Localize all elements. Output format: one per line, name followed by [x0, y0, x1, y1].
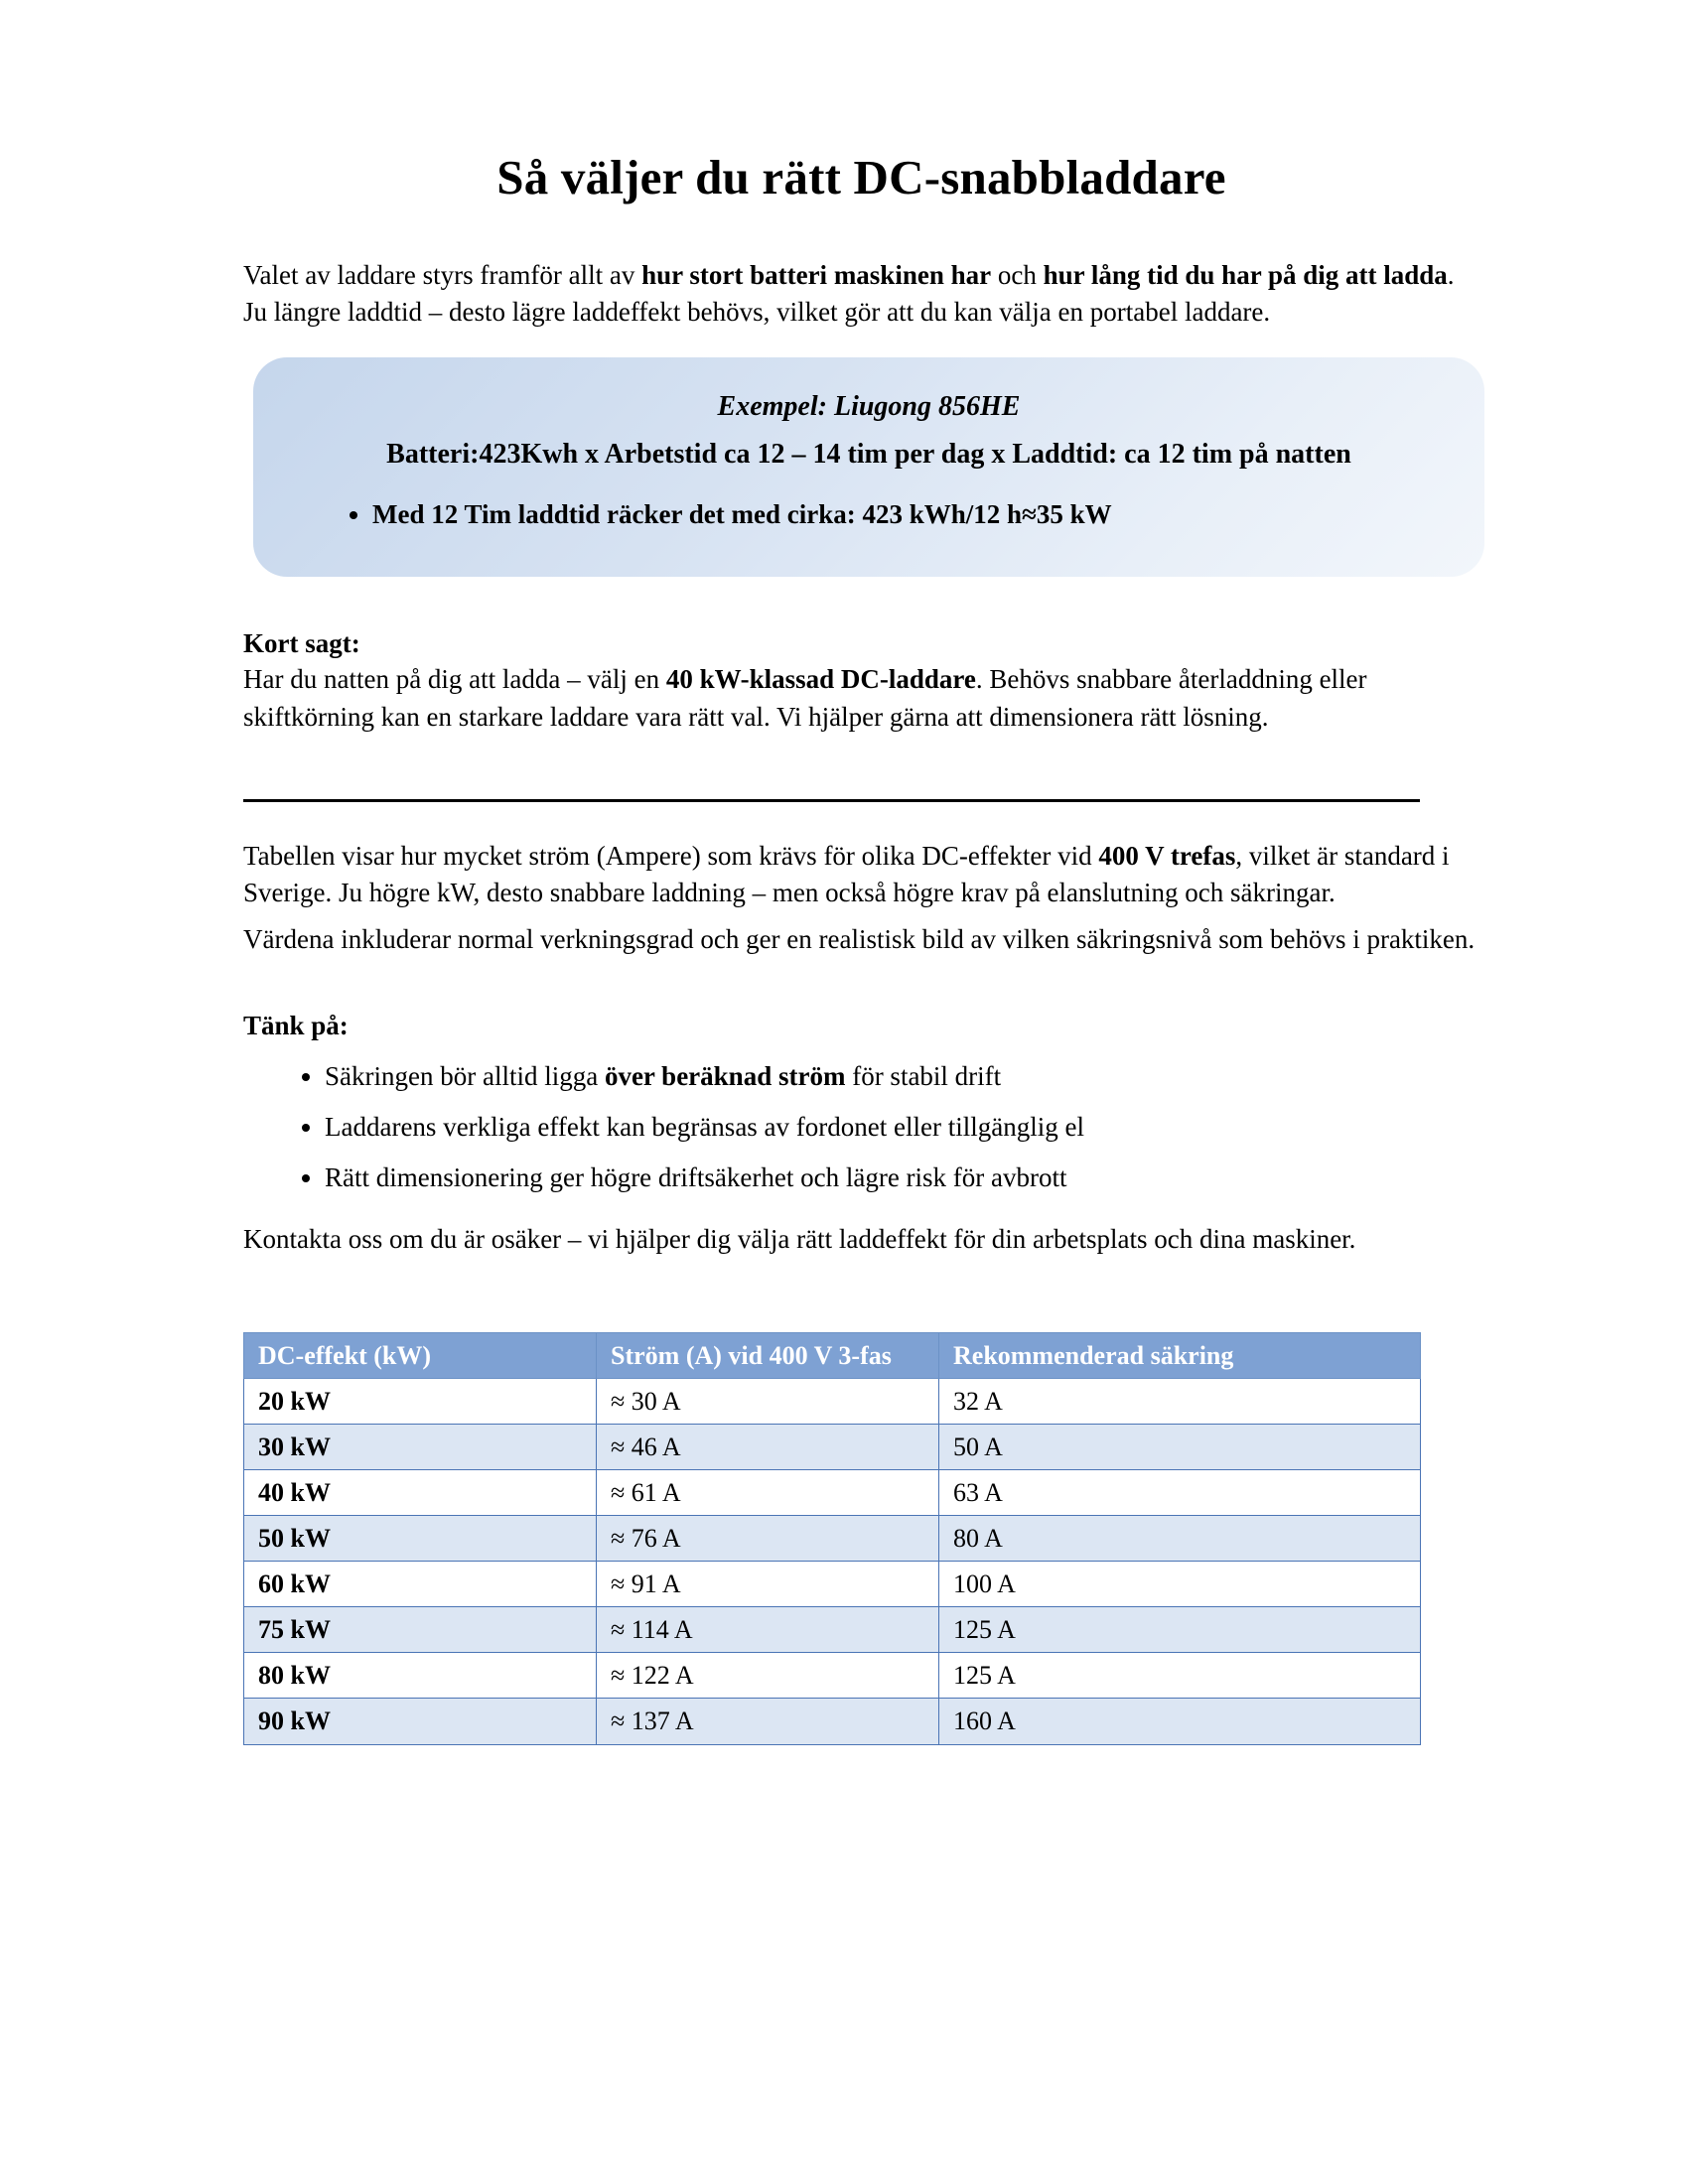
intro-text-1: Valet av laddare styrs framför allt av [243, 260, 642, 290]
contact-paragraph: Kontakta oss om du är osäker – vi hjälper dig välja rätt laddeffekt för din arbetsplats och dina maskiner. [243, 1224, 1356, 1255]
cell-current: ≈ 91 A [597, 1562, 939, 1607]
table-body [244, 1378, 1421, 1744]
intro-paragraph [243, 257, 1479, 332]
intro-bold-2: hur lång tid du har på dig att ladda [1043, 260, 1448, 290]
table-row [244, 1469, 1421, 1515]
table-row [244, 1562, 1421, 1607]
table-intro-text-2: , vilket är standard i Sverige. Ju högre kW, desto snabbare laddning – men också högre krav på elanslutning och säkringar. [243, 840, 1450, 908]
cell-fuse: 100 A [939, 1562, 1421, 1607]
cell-current: ≈ 46 A [597, 1424, 939, 1469]
cell-power: 50 kW [244, 1516, 597, 1562]
cell-power: 20 kW [244, 1378, 597, 1424]
example-callout-box [253, 357, 1484, 578]
cell-power: 90 kW [244, 1699, 597, 1744]
short-bold-1: 40 kW-klassad DC-laddare [665, 664, 976, 695]
cell-current: ≈ 30 A [597, 1378, 939, 1424]
table-intro-paragraph-2: Värdena inkluderar normal verkningsgrad och ger en realistisk bild av vilken säkringsnivå som behövs i praktiken. [243, 924, 1476, 955]
think-bold-1: över beräknad ström [604, 1060, 846, 1091]
table-row [244, 1653, 1421, 1699]
intro-text-2: och [991, 260, 1044, 290]
table-row [244, 1378, 1421, 1424]
table-row [244, 1607, 1421, 1653]
cell-fuse: 80 A [939, 1516, 1421, 1562]
callout-bullet-list [293, 496, 1445, 534]
cell-power: 75 kW [244, 1607, 597, 1653]
think-about-list [243, 1051, 1479, 1204]
cell-fuse: 50 A [939, 1424, 1421, 1469]
cell-current: ≈ 61 A [597, 1469, 939, 1515]
think-text-3a: Rätt dimensionering ger högre driftsäkerhet och lägre risk för avbrott [325, 1162, 1067, 1193]
page-title: Så väljer du rätt DC-snabbladdare [496, 150, 1226, 205]
table-header-cell-2: Rekommenderad säkring [939, 1332, 1421, 1378]
short-summary-heading: Kort sagt: [243, 628, 360, 659]
table-header-cell-0: DC-effekt (kW) [244, 1332, 597, 1378]
think-text-1b: för stabil drift [845, 1060, 1002, 1091]
intro-text-3: . Ju längre laddtid – desto lägre laddeffekt behövs, vilket gör att du kan välja en portabel laddare. [243, 260, 1455, 328]
cell-power: 30 kW [244, 1424, 597, 1469]
cell-current: ≈ 137 A [597, 1699, 939, 1744]
list-item [325, 1153, 1479, 1203]
table-row [244, 1424, 1421, 1469]
table-header-cell-1: Ström (A) vid 400 V 3-fas [597, 1332, 939, 1378]
table-row [244, 1516, 1421, 1562]
cell-current: ≈ 76 A [597, 1516, 939, 1562]
cell-fuse: 125 A [939, 1607, 1421, 1653]
think-about-heading: Tänk på: [243, 1010, 349, 1040]
list-item [325, 1102, 1479, 1153]
cell-fuse: 63 A [939, 1469, 1421, 1515]
think-text-1a: Säkringen bör alltid ligga [325, 1060, 605, 1091]
table-row [244, 1699, 1421, 1744]
table-header-row [244, 1332, 1421, 1378]
cell-power: 40 kW [244, 1469, 597, 1515]
cell-power: 80 kW [244, 1653, 597, 1699]
table-intro-text-1: Tabellen visar hur mycket ström (Ampere) som krävs för olika DC-effekter vid [243, 840, 1099, 871]
intro-bold-1: hur stort batteri maskinen har [641, 260, 992, 290]
short-summary-paragraph [243, 661, 1479, 736]
callout-spec-line: Batteri:423Kwh x Arbetstid ca 12 – 14 tim per dag x Laddtid: ca 12 tim på natten [386, 438, 1351, 470]
list-item [325, 1051, 1479, 1102]
table-intro-paragraph [243, 838, 1479, 912]
short-text-1: Har du natten på dig att ladda – välj en [243, 664, 666, 695]
cell-current: ≈ 122 A [597, 1653, 939, 1699]
cell-fuse: 160 A [939, 1699, 1421, 1744]
short-text-2: . Behövs snabbare återladdning eller skiftkörning kan en starkare laddare vara rätt val. Vi hjälper gärna att dimensionera rätt lösning. [243, 664, 1367, 732]
section-divider [243, 799, 1420, 802]
think-text-2a: Laddarens verkliga effekt kan begränsas av fordonet eller tillgänglig el [325, 1111, 1084, 1142]
cell-fuse: 32 A [939, 1378, 1421, 1424]
table-intro-bold-1: 400 V trefas [1098, 840, 1236, 871]
table-head [244, 1332, 1421, 1378]
current-fuse-table [243, 1332, 1421, 1745]
callout-bullet-item: • Med 12 Tim laddtid räcker det med cirka: 423 kWh/12 h≈35 kW [372, 496, 1445, 534]
callout-title: Exempel: Liugong 856HE [717, 390, 1021, 422]
cell-current: ≈ 114 A [597, 1607, 939, 1653]
cell-fuse: 125 A [939, 1653, 1421, 1699]
cell-power: 60 kW [244, 1562, 597, 1607]
